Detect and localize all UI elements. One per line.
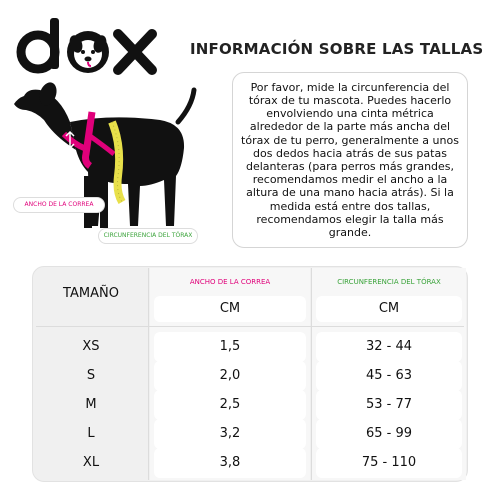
size-cell: L — [87, 426, 95, 441]
strap-cell: 2,0 — [154, 361, 306, 391]
unit-chest: CM — [316, 296, 462, 322]
strap-cell: 1,5 — [154, 332, 306, 362]
header-strap-width: ANCHO DE LA CORREA — [189, 278, 271, 286]
chest-cell: 75 - 110 — [316, 448, 462, 478]
table-row — [36, 332, 464, 362]
size-cell: S — [86, 368, 96, 383]
chest-circumference-label: CIRCUNFERENCIA DEL TÓRAX — [98, 228, 198, 244]
size-cell: M — [85, 397, 97, 412]
sizing-info-box — [232, 72, 468, 248]
page-title: INFORMACIÓN SOBRE LAS TALLAS — [190, 40, 484, 58]
logo-text: dox — [10, 14, 12, 15]
size-cell: XL — [82, 455, 100, 470]
strap-cell: 2,5 — [154, 390, 306, 420]
header-size: TAMAÑO — [63, 286, 119, 301]
size-cell: XS — [82, 339, 100, 354]
unit-strap: CM — [154, 296, 306, 322]
table-row — [36, 361, 464, 391]
strap-width-label: ANCHO DE LA CORREA — [13, 197, 105, 213]
chest-cell: 32 - 44 — [316, 332, 462, 362]
table-row — [36, 448, 464, 478]
header-divider — [36, 326, 464, 327]
dox-logo — [10, 14, 160, 76]
table-row — [36, 419, 464, 449]
chest-cell: 65 - 99 — [316, 419, 462, 449]
table-row — [36, 390, 464, 420]
strap-cell: 3,2 — [154, 419, 306, 449]
chest-cell: 45 - 63 — [316, 361, 462, 391]
header-chest-circumference: CIRCUNFERENCIA DEL TÓRAX — [337, 278, 441, 286]
strap-cell: 3,8 — [154, 448, 306, 478]
sizing-info-text: Por favor, mide la circunferencia del tórax de tu mascota. Puedes hacerlo envolviendo una cinta métrica alrededor de la parte más ancha del tórax de tu perro, generalmente a unos dos dedos hacia atrás de sus patas delanteras (para perros más grandes, recomendamos medir el ancho a la altura de una mano hacia atrás). Si la medida está entre dos tallas, recomendamos elegir la talla más grande. — [241, 80, 459, 240]
chest-cell: 53 - 77 — [316, 390, 462, 420]
